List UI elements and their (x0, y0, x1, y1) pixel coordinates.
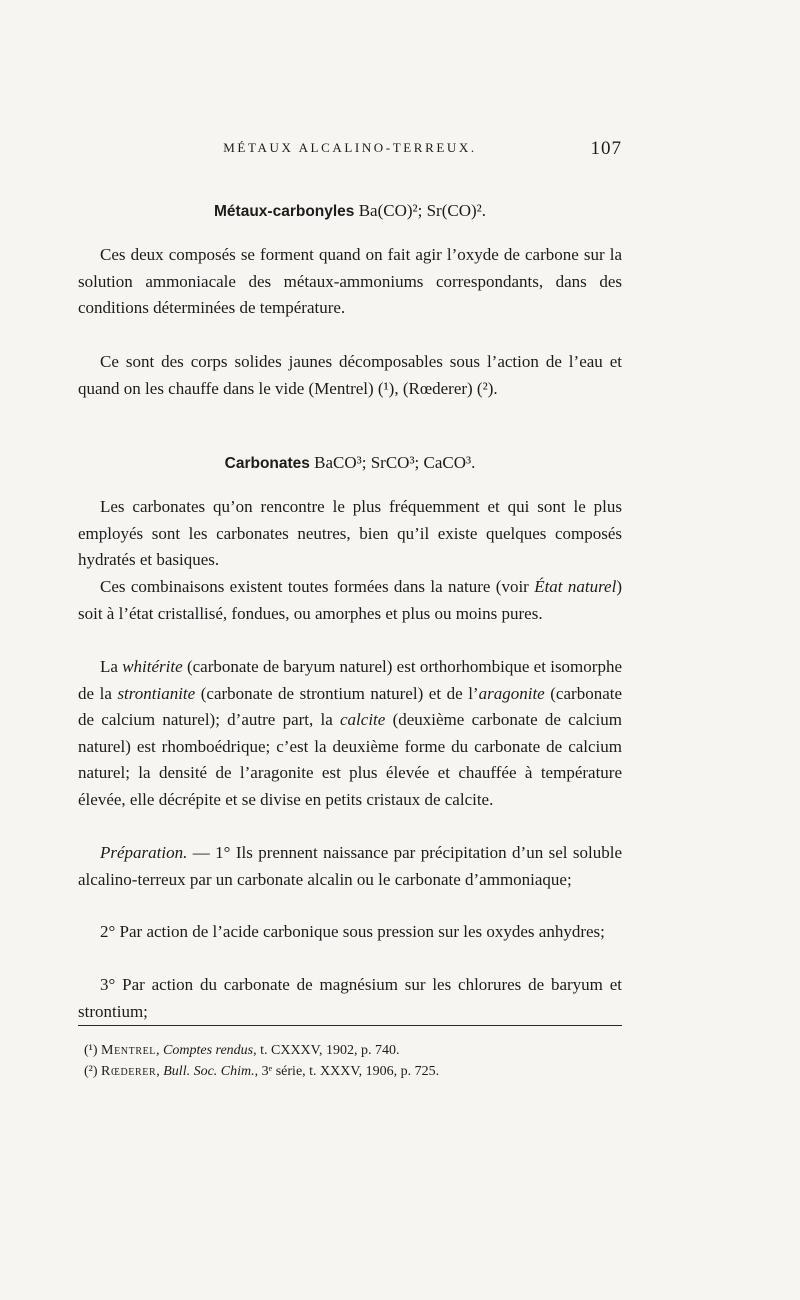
italic-term: calcite (340, 710, 386, 730)
section-heading-formula: Ba(CO)²; Sr(CO)². (358, 201, 486, 220)
footnote-work: Comptes rendus (163, 1043, 254, 1058)
section-heading-label: Carbonates (224, 455, 310, 472)
section-heading-metaux-carbonyles (78, 201, 622, 221)
footnote-author: Mentrel (101, 1043, 157, 1058)
paragraph: Ces deux composés se forment quand on fait agir l’oxyde de carbone sur la solution ammoniacale des métaux-ammoniums correspondants, dans des conditions déterminées de température. (78, 245, 622, 318)
footnote-mark: (¹) (84, 1043, 98, 1058)
paragraph: La whitérite (carbonate de baryum naturel) est orthorhombique et isomorphe de la strontianite (carbonate de strontium naturel) et de l’aragonite (carbonate de calcium naturel); d’autre part, la calcite (deuxième carbonate de calcium naturel) est rhomboédrique; c’est la deuxième forme du carbonate de calcium naturel; la densité de l’aragonite est plus élevée et chauffée à température élevée, elle décrépite et se divise en petits cristaux de calcite. (78, 657, 623, 809)
section-heading-label: Métaux-carbonyles (214, 203, 355, 220)
section-heading-formula: BaCO³; SrCO³; CaCO³. (314, 453, 476, 472)
running-header (78, 140, 622, 164)
footnote: (¹) Mentrel, Comptes rendus, t. CXXXV, 1902, p. 740. (84, 1043, 400, 1058)
italic-term: strontianite (117, 683, 196, 703)
section-heading-carbonates (78, 453, 622, 473)
footnote: (²) Rœderer, Bull. Soc. Chim., 3ᵉ série, t. XXXV, 1906, p. 725. (84, 1064, 440, 1079)
italic-term: État naturel (534, 577, 617, 596)
paragraph: 2° Par action de l’acide carbonique sous pression sur les oxydes anhydres; (100, 922, 605, 941)
paragraph: Ce sont des corps solides jaunes décomposables sous l’action de l’eau et quand on les chauffe dans le vide (Mentrel) (¹), (Rœderer) (²). (78, 352, 622, 398)
paragraph: Préparation. — 1° Ils prennent naissance par précipitation d’un sel soluble alcalino-terreux par un carbonate alcalin ou le carbonate d’ammoniaque; (78, 843, 622, 889)
footnote-details: , t. CXXXV, 1902, p. 740. (253, 1043, 400, 1058)
paragraph: Les carbonates qu’on rencontre le plus fréquemment et qui sont le plus employés sont les carbonates neutres, bien qu’il existe quelques composés hydratés et basiques. (78, 497, 622, 570)
italic-term: aragonite (478, 683, 545, 703)
paragraph: Ces combinaisons existent toutes formées dans la nature (voir État naturel) soit à l’état cristallisé, fondues, ou amorphes et plus ou moins pures. (78, 577, 622, 623)
paragraph: 3° Par action du carbonate de magnésium sur les chlorures de baryum et strontium; (78, 975, 622, 1021)
footnote-separator (78, 1025, 622, 1026)
italic-term: Préparation. (100, 843, 188, 862)
italic-term: whitérite (122, 657, 183, 676)
footnote-mark: (²) (84, 1064, 98, 1079)
footnote-work: Bull. Soc. Chim. (163, 1064, 255, 1079)
running-title: MÉTAUX ALCALINO-TERREUX. (223, 140, 477, 155)
footnote-details: , 3ᵉ série, t. XXXV, 1906, p. 725. (254, 1064, 440, 1079)
footnote-author: Rœderer (101, 1064, 157, 1079)
page-number: 107 (590, 138, 622, 159)
